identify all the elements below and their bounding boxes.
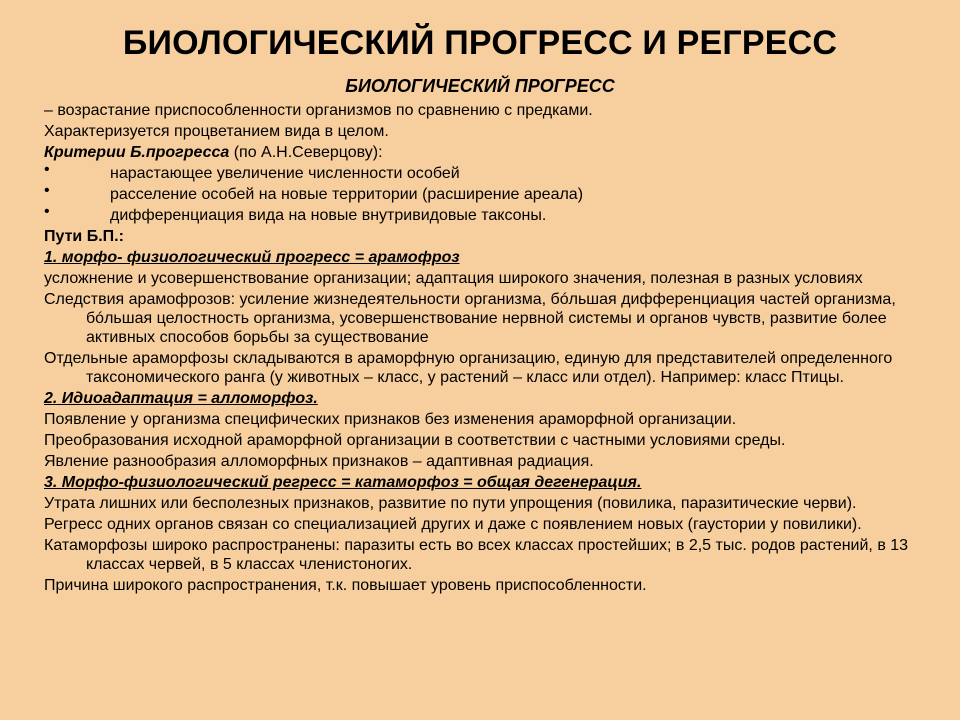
criteria-item-text: дифференциация вида на новые внутривидовые таксоны. — [110, 207, 547, 224]
slide-subtitle: БИОЛОГИЧЕСКИЙ ПРОГРЕСС — [345, 76, 615, 96]
criteria-intro — [44, 143, 934, 162]
section-2-paragraph: Явление разнообразия алломорфных признаков – адаптивная радиация. — [44, 453, 594, 470]
section-1-paragraph: Следствия арамофрозов: усиление жизнедеятельности организма, бóльшая дифференциация частей организма, бóльшая целостность организма, усовершенствование нервной системы и органов чувств, развитие более активных способов борьбы за существование — [44, 291, 896, 346]
section-2-paragraph: Появление у организма специфических признаков без изменения араморфной организации. — [44, 411, 737, 428]
criteria-label: Критерии Б.прогресса — [44, 144, 230, 161]
section-1-heading: 1. морфо- физиологический прогресс = арамофроз — [44, 249, 460, 266]
criteria-item — [44, 203, 934, 225]
slide-body — [44, 101, 934, 597]
criteria-item-text: нарастающее увеличение численности особей — [110, 165, 460, 182]
paths-label: Пути Б.П.: — [44, 228, 124, 245]
characteristic-text: Характеризуется процветанием вида в целом. — [44, 123, 389, 140]
section-3-heading: 3. Морфо-физиологический регресс = катаморфоз = общая дегенерация. — [44, 474, 642, 491]
bullet-icon: • — [44, 161, 50, 178]
section-2-heading: 2. Идиоадаптация = алломорфоз. — [44, 390, 318, 407]
section-1-paragraph: Отдельные араморфозы складываются в араморфную организацию, единую для представителей определенного таксономического ранга (у животных – класс, у растений – класс или отдел). Например: класс Птицы. — [44, 350, 893, 386]
definition-text: – возрастание приспособленности организмов по сравнению с предками. — [44, 102, 593, 119]
bullet-icon: • — [44, 182, 50, 199]
bullet-icon: • — [44, 203, 50, 220]
criteria-item — [44, 182, 934, 204]
section-2-paragraph: Преобразования исходной араморфной организации в соответствии с частными условиями среды. — [44, 432, 786, 449]
section-3-paragraph: Причина широкого распространения, т.к. повышает уровень приспособленности. — [44, 577, 647, 594]
section-3-paragraph: Катаморфозы широко распространены: паразиты есть во всех классах простейших; в 2,5 тыс. родов растений, в 13 классах червей, в 5 классах членистоногих. — [44, 537, 909, 573]
criteria-source: (по А.Н.Северцову): — [229, 144, 383, 161]
criteria-item-text: расселение особей на новые территории (расширение ареала) — [110, 186, 584, 203]
criteria-list — [44, 161, 934, 225]
section-3-paragraph: Утрата лишних или бесполезных признаков, развитие по пути упрощения (повилика, паразитические черви). — [44, 495, 857, 512]
section-1-paragraph: усложнение и усовершенствование организации; адаптация широкого значения, полезная в разных условиях — [44, 270, 863, 287]
section-3-paragraph: Регресс одних органов связан со специализацией других и даже с появлением новых (гаустории у повилики). — [44, 516, 862, 533]
slide-title: БИОЛОГИЧЕСКИЙ ПРОГРЕСС И РЕГРЕСС — [122, 24, 838, 62]
criteria-item — [44, 161, 934, 183]
